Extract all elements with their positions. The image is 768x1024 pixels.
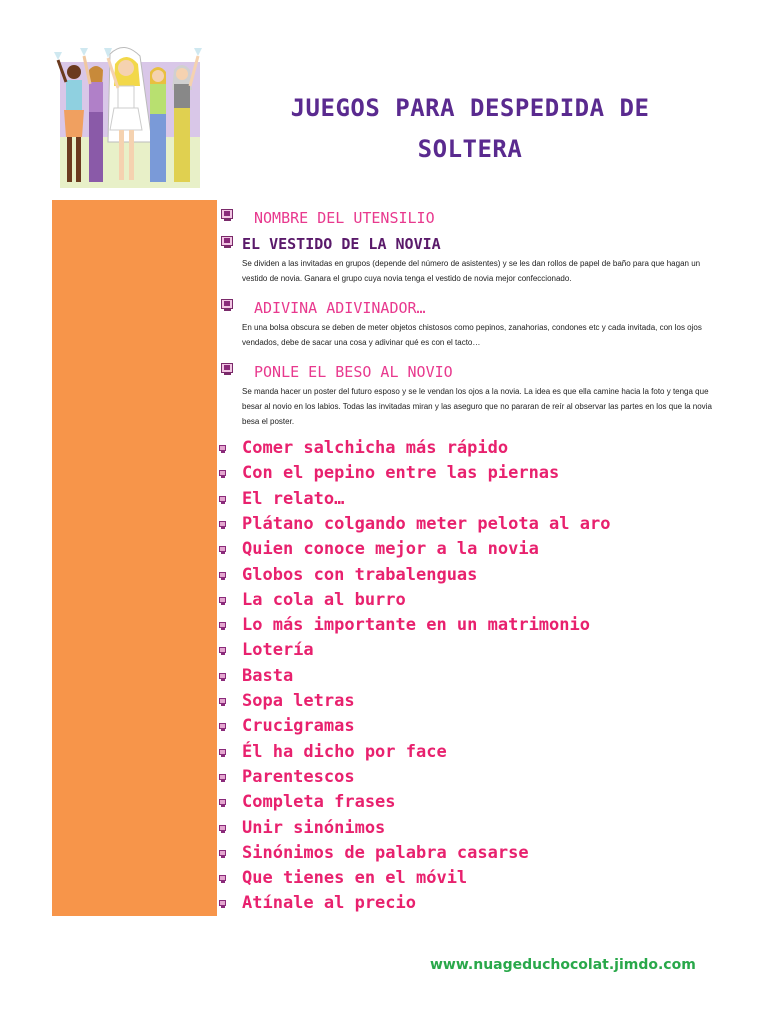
small-monitor-bullet-icon — [219, 850, 227, 858]
game-list-item: Sinónimos de palabra casarse — [242, 843, 529, 863]
monitor-bullet-icon — [221, 363, 234, 376]
game-list-item: Él ha dicho por face — [242, 742, 447, 762]
section-description: Se manda hacer un poster del futuro esposo y se le vendan los ojos a la novia. La idea es que ella camine hacia la foto y tenga que besar al novio en los labios. Todas las invitadas miran y las aseguro que no pararan de reír al observar las partes en los que la novia besa el poster. — [242, 387, 712, 426]
small-monitor-bullet-icon — [219, 875, 227, 883]
section-heading: PONLE EL BESO AL NOVIO — [254, 363, 453, 381]
section-heading: EL VESTIDO DE LA NOVIA — [242, 235, 441, 253]
game-list-item: Comer salchicha más rápido — [242, 438, 509, 458]
game-list-item: El relato… — [242, 489, 345, 509]
small-monitor-bullet-icon — [219, 825, 227, 833]
monitor-bullet-icon — [221, 236, 234, 249]
section-heading: NOMBRE DEL UTENSILIO — [254, 209, 435, 227]
game-list-item: Lo más importante en un matrimonio — [242, 615, 590, 635]
section-description: En una bolsa obscura se deben de meter objetos chistosos como pepinos, zanahorias, condones etc y cada invitada, con los ojos vendados, debe de sacar una cosa y adivinar qué es con el tacto… — [242, 323, 702, 347]
orange-sidebar — [52, 200, 217, 916]
small-monitor-bullet-icon — [219, 572, 227, 580]
game-list-item: Crucigramas — [242, 716, 355, 736]
game-list-item: Quien conoce mejor a la novia — [242, 539, 539, 559]
game-list-item: Globos con trabalenguas — [242, 565, 478, 585]
game-list-item: Atínale al precio — [242, 893, 416, 913]
bridal-party-illustration — [52, 42, 204, 190]
page-title-line-1: JUEGOS PARA DESPEDIDA DE — [290, 94, 650, 122]
page-title-line-2: SOLTERA — [417, 135, 523, 163]
small-monitor-bullet-icon — [219, 749, 227, 757]
game-list-item: Plátano colgando meter pelota al aro — [242, 514, 611, 534]
small-monitor-bullet-icon — [219, 647, 227, 655]
game-list-item: Lotería — [242, 640, 314, 660]
footer-url: www.nuageduchocolat.jimdo.com — [430, 957, 696, 973]
game-list-item: Sopa letras — [242, 691, 355, 711]
section-heading: ADIVINA ADIVINADOR… — [254, 299, 426, 317]
small-monitor-bullet-icon — [219, 546, 227, 554]
game-list-item: Que tienes en el móvil — [242, 868, 468, 888]
game-list-item: Unir sinónimos — [242, 818, 386, 838]
game-list-item: Parentescos — [242, 767, 355, 787]
game-list-item: Con el pepino entre las piernas — [242, 463, 560, 483]
small-monitor-bullet-icon — [219, 445, 227, 453]
monitor-bullet-icon — [221, 209, 234, 222]
small-monitor-bullet-icon — [219, 622, 227, 630]
game-list-item: La cola al burro — [242, 590, 406, 610]
small-monitor-bullet-icon — [219, 900, 227, 908]
game-list-item: Completa frases — [242, 792, 396, 812]
small-monitor-bullet-icon — [219, 723, 227, 731]
small-monitor-bullet-icon — [219, 698, 227, 706]
small-monitor-bullet-icon — [219, 597, 227, 605]
small-monitor-bullet-icon — [219, 774, 227, 782]
small-monitor-bullet-icon — [219, 470, 227, 478]
small-monitor-bullet-icon — [219, 799, 227, 807]
section-description: Se dividen a las invitadas en grupos (depende del número de asistentes) y se les dan rollos de papel de baño para que hagan un vestido de novia. Ganara el grupo cuya novia tenga el vestido de novia mejor confeccionado. — [242, 259, 701, 283]
small-monitor-bullet-icon — [219, 521, 227, 529]
game-list-item: Basta — [242, 666, 294, 686]
small-monitor-bullet-icon — [219, 673, 227, 681]
small-monitor-bullet-icon — [219, 496, 227, 504]
monitor-bullet-icon — [221, 299, 234, 312]
